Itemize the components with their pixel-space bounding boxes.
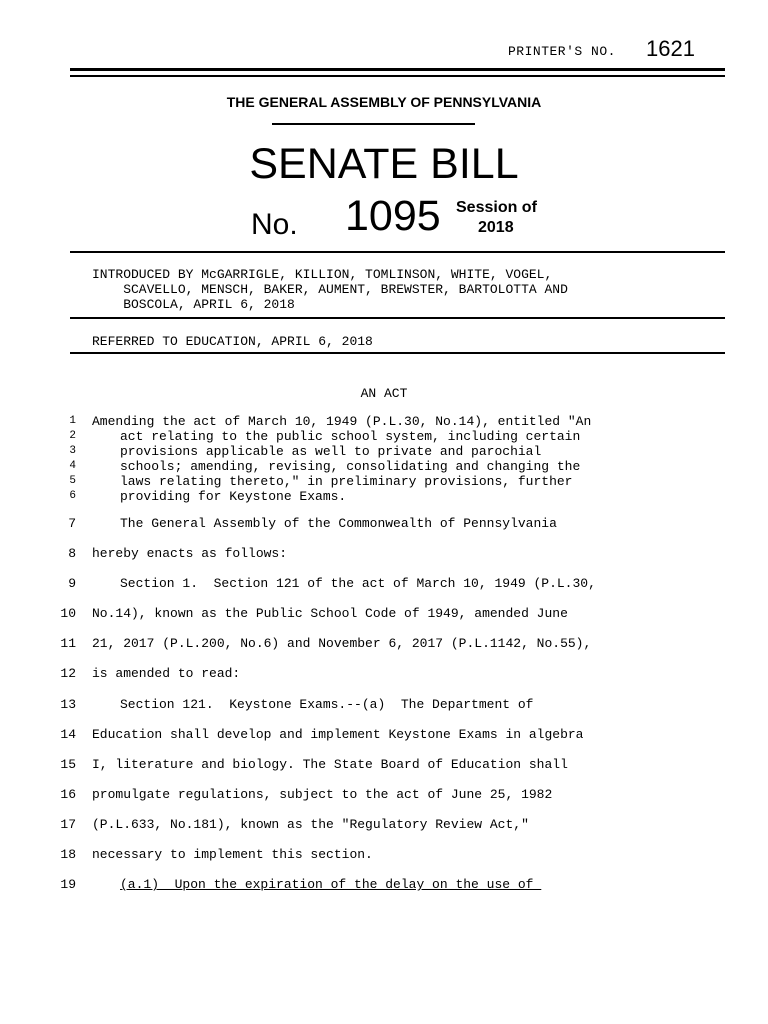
title-line [0, 429, 768, 444]
printers-number: 1621 [646, 36, 695, 61]
body-line [0, 725, 768, 745]
title-line-text: provisions applicable as well to private and parochial [120, 444, 542, 459]
body-line [0, 574, 768, 594]
line-number: 4 [69, 460, 76, 472]
line-number: 5 [69, 475, 76, 487]
body-line [0, 664, 768, 684]
sponsors-block: INTRODUCED BY McGARRIGLE, KILLION, TOMLINSON, WHITE, VOGEL, SCAVELLO, MENSCH, BAKER, AUMENT, BREWSTER, BARTOLOTTA AND BOSCOLA, APRIL 6, 2018 [92, 267, 568, 312]
body-line-text: Section 1. Section 121 of the act of March 10, 1949 (P.L.30, [120, 576, 596, 591]
line-number: 3 [69, 445, 76, 457]
top-rule-thin [70, 75, 725, 77]
sponsors-top-rule [70, 251, 725, 253]
body-line [0, 875, 768, 895]
body-line [0, 785, 768, 805]
line-number: 8 [68, 546, 76, 561]
body-line-text: Section 121. Keystone Exams.--(a) The Department of [120, 697, 534, 712]
body-line [0, 755, 768, 775]
body-line [0, 514, 768, 534]
title-line [0, 459, 768, 474]
body-line-text-underlined: (a.1) Upon the expiration of the delay on the use of [120, 877, 542, 892]
body-line-text: No.14), known as the Public School Code of 1949, amended June [92, 606, 568, 621]
title-line-text: Amending the act of March 10, 1949 (P.L.30, No.14), entitled "An [92, 414, 592, 429]
line-number: 2 [69, 430, 76, 442]
body-line [0, 845, 768, 865]
line-number: 9 [68, 576, 76, 591]
title-line [0, 414, 768, 429]
bill-type-title: SENATE BILL [249, 140, 519, 188]
body-line-text: promulgate regulations, subject to the act of June 25, 1982 [92, 787, 553, 802]
line-number: 11 [60, 636, 76, 651]
line-number: 15 [60, 757, 76, 772]
body-line-text: I, literature and biology. The State Board of Education shall [92, 757, 568, 772]
line-number: 1 [69, 415, 76, 427]
body-line-text: Education shall develop and implement Keystone Exams in algebra [92, 727, 584, 742]
session-label: Session of [456, 199, 537, 216]
title-line [0, 489, 768, 504]
line-number: 17 [60, 817, 76, 832]
title-line [0, 444, 768, 459]
body-line [0, 815, 768, 835]
line-number: 18 [60, 847, 76, 862]
body-line [0, 544, 768, 564]
title-line-text: laws relating thereto," in preliminary provisions, further [120, 474, 573, 489]
title-line-text: schools; amending, revising, consolidating and changing the [120, 459, 581, 474]
bill-number-label: No. [251, 208, 298, 241]
printers-number-label: PRINTER'S NO. [508, 44, 616, 59]
line-number: 13 [60, 697, 76, 712]
sponsors-bottom-rule [70, 317, 725, 319]
general-assembly-heading: THE GENERAL ASSEMBLY OF PENNSYLVANIA [226, 94, 542, 110]
line-number: 14 [60, 727, 76, 742]
line-number: 7 [68, 516, 76, 531]
line-number: 16 [60, 787, 76, 802]
body-line [0, 695, 768, 715]
short-divider [272, 123, 475, 125]
session-year: 2018 [478, 219, 514, 236]
act-heading: AN ACT [360, 386, 408, 401]
bill-number: 1095 [345, 192, 441, 240]
title-line-text: act relating to the public school system, including certain [120, 429, 581, 444]
line-number: 6 [69, 490, 76, 502]
body-line-text: hereby enacts as follows: [92, 546, 288, 561]
body-line [0, 634, 768, 654]
title-line [0, 474, 768, 489]
referral-bottom-rule [70, 352, 725, 354]
top-rule-thick [70, 68, 725, 71]
body-line-text: The General Assembly of the Commonwealth of Pennsylvania [120, 516, 557, 531]
title-line-text: providing for Keystone Exams. [120, 489, 347, 504]
referral-line: REFERRED TO EDUCATION, APRIL 6, 2018 [92, 334, 373, 349]
body-line-text: is amended to read: [92, 666, 241, 681]
line-number: 19 [60, 877, 76, 892]
line-number: 12 [60, 666, 76, 681]
body-line [0, 604, 768, 624]
body-line-text: necessary to implement this section. [92, 847, 373, 862]
body-line-text: 21, 2017 (P.L.200, No.6) and November 6, 2017 (P.L.1142, No.55), [92, 636, 592, 651]
line-number: 10 [60, 606, 76, 621]
body-line-text: (P.L.633, No.181), known as the "Regulatory Review Act," [92, 817, 529, 832]
